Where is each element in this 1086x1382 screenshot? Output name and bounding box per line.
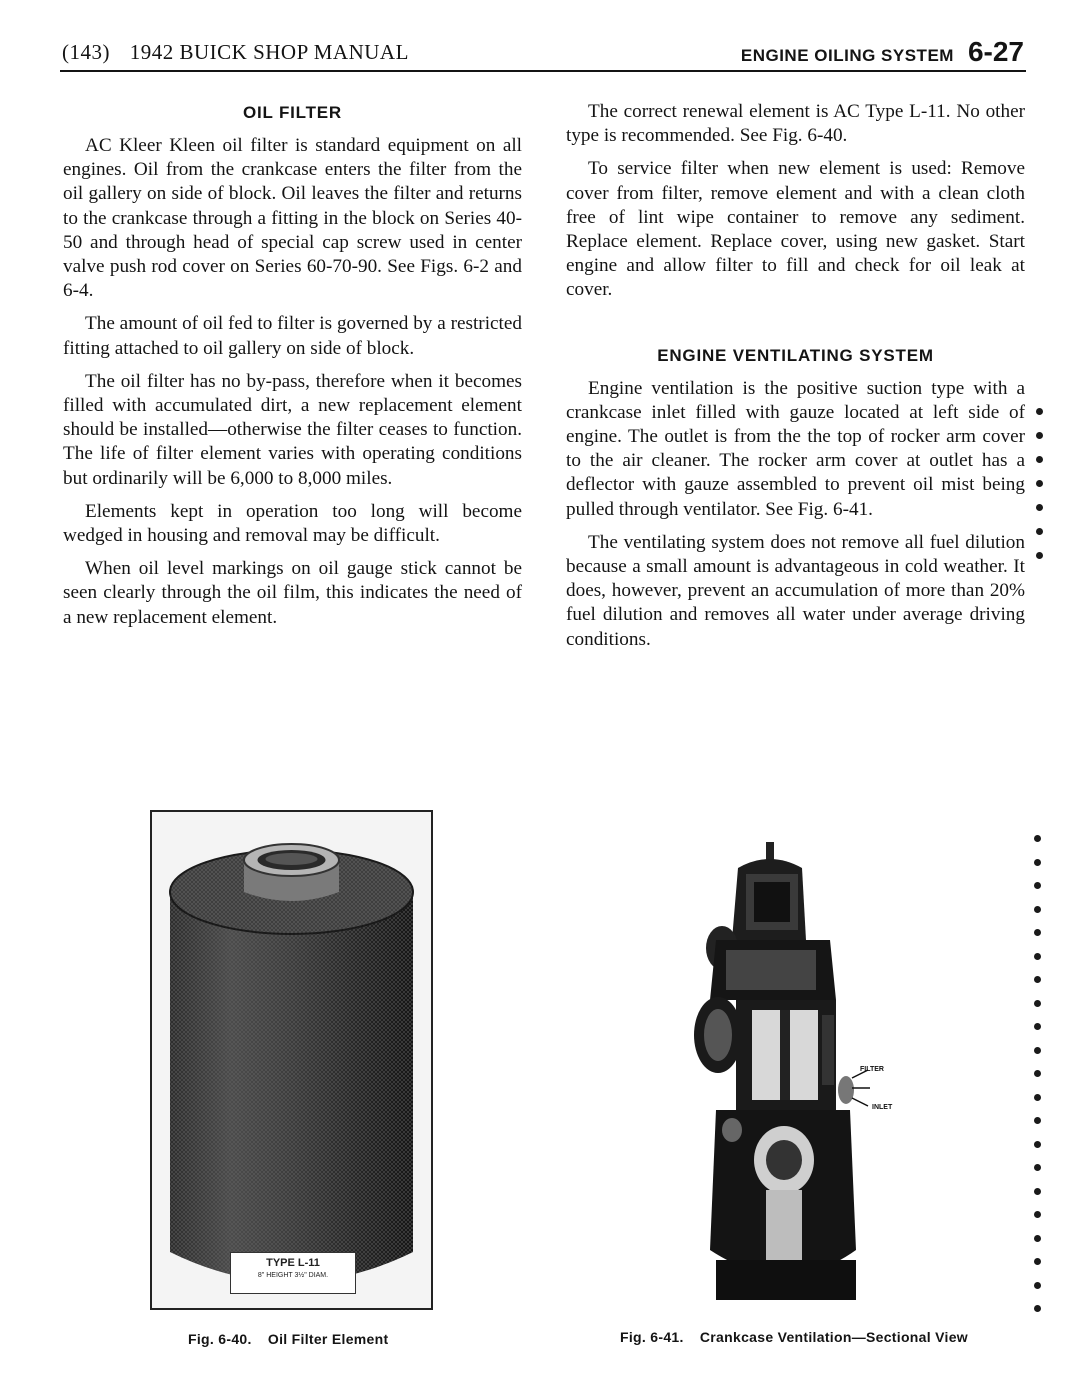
fig-641-caption xyxy=(620,1329,968,1345)
margin-dot xyxy=(1034,1305,1041,1312)
oil-filter-paragraph: When oil level markings on oil gauge stick cannot be seen clearly through the oil film, this indicates the need of a new replacement element. xyxy=(63,558,522,628)
page-reference: (143) xyxy=(62,40,110,64)
right-column xyxy=(566,100,1025,661)
margin-dot xyxy=(1034,859,1041,866)
margin-dot xyxy=(1034,976,1041,983)
margin-dot xyxy=(1034,1164,1041,1171)
margin-dot xyxy=(1034,882,1041,889)
figure-caption-text: Oil Filter Element xyxy=(267,1331,389,1347)
margin-dot xyxy=(1034,1000,1041,1007)
margin-dot xyxy=(1034,1023,1041,1030)
margin-dot xyxy=(1034,1258,1041,1265)
ventilating-heading: ENGINE VENTILATING SYSTEM xyxy=(657,345,934,365)
crankcase-ventilation-figure xyxy=(680,830,910,1320)
engine-section-illustration xyxy=(680,830,910,1320)
section-title: ENGINE OILING SYSTEM xyxy=(740,46,954,65)
margin-dot xyxy=(1034,835,1041,842)
margin-dot xyxy=(1034,1235,1041,1242)
oil-filter-paragraph: AC Kleer Kleen oil filter is standard equipment on all engines. Oil from the crankcase enters the filter from the oil gallery on side of block. Oil leaves the filter and returns to the crankcase through a fitting in the block on Series 40-50 and through head of special cap screw used in center valve push rod cover on Series 60-70-90. See Figs. 6-2 and 6-4. xyxy=(63,135,522,302)
left-column xyxy=(63,100,522,639)
header-rule xyxy=(60,70,1026,72)
ventilation-paragraph: The ventilating system does not remove all fuel dilution because a small amount is advantageous in cold weather. It does, however, prevent an accumulation of more than 20% fuel dilution and removes all water under average driving conditions. xyxy=(566,531,1025,650)
oil-filter-heading: OIL FILTER xyxy=(243,103,342,122)
oil-filter-paragraph: Elements kept in operation too long will become wedged in housing and removal may be difficult. xyxy=(63,500,522,547)
margin-dot xyxy=(1034,1117,1041,1124)
figure-number: Fig. 6-41. xyxy=(620,1329,684,1345)
margin-dot xyxy=(1034,1282,1041,1289)
figure-caption-text: Crankcase Ventilation—Sectional View xyxy=(699,1329,968,1345)
margin-dot xyxy=(1034,1141,1041,1148)
oil-filter-paragraph: The oil filter has no by-pass, therefore when it becomes filled with accumulated dirt, a new replacement element should be installed—otherwise the filter ceases to function. The life of filter element varies with operating conditions but ordinarily will be 6,000 to 8,000 miles. xyxy=(63,370,522,489)
dimensions-label: 8" HEIGHT 3½" DIAM. xyxy=(257,1272,329,1279)
margin-dot xyxy=(1034,953,1041,960)
margin-dot xyxy=(1034,1094,1041,1101)
margin-dot xyxy=(1034,1070,1041,1077)
running-header-left xyxy=(62,40,409,65)
oil-filter-illustration xyxy=(152,812,431,1308)
ventilation-paragraph: Engine ventilation is the positive suction type with a crankcase inlet filled with gauze located at left side of engine. The outlet is from the the top of rocker arm cover to the air cleaner. The rocker arm cover at outlet has a deflector with gauze assembled to prevent oil mist being pulled through ventilator. See Fig. 6-41. xyxy=(566,377,1025,520)
filter-callout: FILTER xyxy=(860,1066,884,1073)
manual-title: 1942 BUICK SHOP MANUAL xyxy=(129,40,409,64)
margin-dot xyxy=(1034,1211,1041,1218)
margin-dot xyxy=(1034,929,1041,936)
renewal-element-paragraph: The correct renewal element is AC Type L-11. No other type is recommended. See Fig. 6-40. xyxy=(566,101,1025,147)
type-label-plate xyxy=(230,1252,356,1294)
inlet-callout: INLET xyxy=(872,1104,893,1111)
running-header-right xyxy=(741,36,1024,68)
margin-dots-upper xyxy=(1036,404,1048,564)
oil-filter-element-figure xyxy=(150,810,433,1310)
margin-dot xyxy=(1034,906,1041,913)
margin-dot xyxy=(1034,1047,1041,1054)
fig-640-caption xyxy=(188,1331,388,1347)
type-label: TYPE L-11 xyxy=(266,1257,320,1269)
page-number: 6-27 xyxy=(967,36,1024,67)
margin-dot xyxy=(1034,1188,1041,1195)
figure-number: Fig. 6-40. xyxy=(188,1331,252,1347)
service-filter-paragraph: To service filter when new element is used: Remove cover from filter, remove element and with a clean cloth free of lint wipe container to remove any sediment. Replace element. Replace cover, using new gasket. Start engine and allow filter to fill and check for oil leak at cover. xyxy=(566,158,1025,301)
margin-dots-lower xyxy=(1034,835,1046,1325)
oil-filter-paragraph: The amount of oil fed to filter is governed by a restricted fitting attached to oil gallery on side of block. xyxy=(63,313,522,359)
